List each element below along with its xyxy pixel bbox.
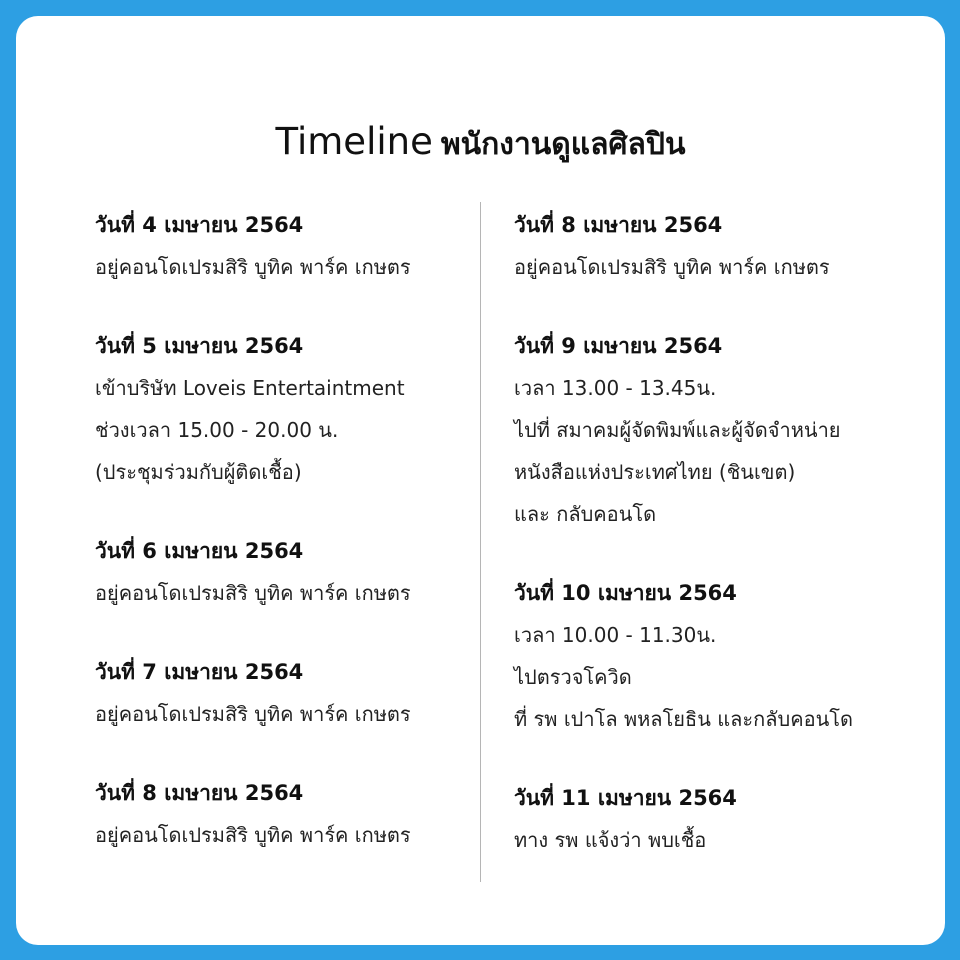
entry-line: อยู่คอนโดเปรมสิริ บูทิค พาร์ค เกษตร <box>514 255 830 279</box>
timeline-entry <box>95 325 515 493</box>
page-title <box>16 120 945 168</box>
timeline-entry <box>514 777 934 861</box>
entry-line: เข้าบริษัท Loveis Entertaintment <box>95 376 405 400</box>
timeline-entry <box>514 572 934 740</box>
entry-date: วันที่ 5 เมษายน 2564 <box>95 334 304 358</box>
timeline-entry <box>514 325 934 535</box>
entry-date: วันที่ 8 เมษายน 2564 <box>514 213 723 237</box>
entry-line: อยู่คอนโดเปรมสิริ บูทิค พาร์ค เกษตร <box>95 255 411 279</box>
entry-date: วันที่ 7 เมษายน 2564 <box>95 660 304 684</box>
timeline-entry <box>95 530 515 614</box>
timeline-entry <box>95 772 515 856</box>
timeline-card <box>16 16 945 945</box>
entry-line: อยู่คอนโดเปรมสิริ บูทิค พาร์ค เกษตร <box>95 823 411 847</box>
entry-line: เวลา 10.00 - 11.30น. <box>514 623 717 647</box>
right-column <box>514 204 934 898</box>
entry-line: และ กลับคอนโด <box>514 502 657 526</box>
entry-line: (ประชุมร่วมกับผู้ติดเชื้อ) <box>95 460 302 484</box>
title-thai: พนักงานดูแลศิลปิน <box>440 127 686 162</box>
left-column <box>95 204 515 893</box>
entry-date: วันที่ 10 เมษายน 2564 <box>514 581 737 605</box>
timeline-entry <box>514 204 934 288</box>
entry-line: ไปตรวจโควิด <box>514 665 632 689</box>
entry-line: อยู่คอนโดเปรมสิริ บูทิค พาร์ค เกษตร <box>95 702 411 726</box>
entry-line: หนังสือแห่งประเทศไทย (ชินเขต) <box>514 460 796 484</box>
entry-line: ช่วงเวลา 15.00 - 20.00 น. <box>95 418 339 442</box>
entry-line: เวลา 13.00 - 13.45น. <box>514 376 717 400</box>
entry-line: ทาง รพ แจ้งว่า พบเชื้อ <box>514 828 707 852</box>
entry-line: อยู่คอนโดเปรมสิริ บูทิค พาร์ค เกษตร <box>95 581 411 605</box>
entry-date: วันที่ 11 เมษายน 2564 <box>514 786 737 810</box>
entry-line: ที่ รพ เปาโล พหลโยธิน และกลับคอนโด <box>514 707 854 731</box>
entry-date: วันที่ 8 เมษายน 2564 <box>95 781 304 805</box>
timeline-entry <box>95 651 515 735</box>
entry-date: วันที่ 4 เมษายน 2564 <box>95 213 304 237</box>
timeline-entry <box>95 204 515 288</box>
entry-line: ไปที่ สมาคมผู้จัดพิมพ์และผู้จัดจำหน่าย <box>514 418 841 442</box>
entry-date: วันที่ 6 เมษายน 2564 <box>95 539 304 563</box>
title-english: Timeline <box>275 120 433 163</box>
entry-date: วันที่ 9 เมษายน 2564 <box>514 334 723 358</box>
